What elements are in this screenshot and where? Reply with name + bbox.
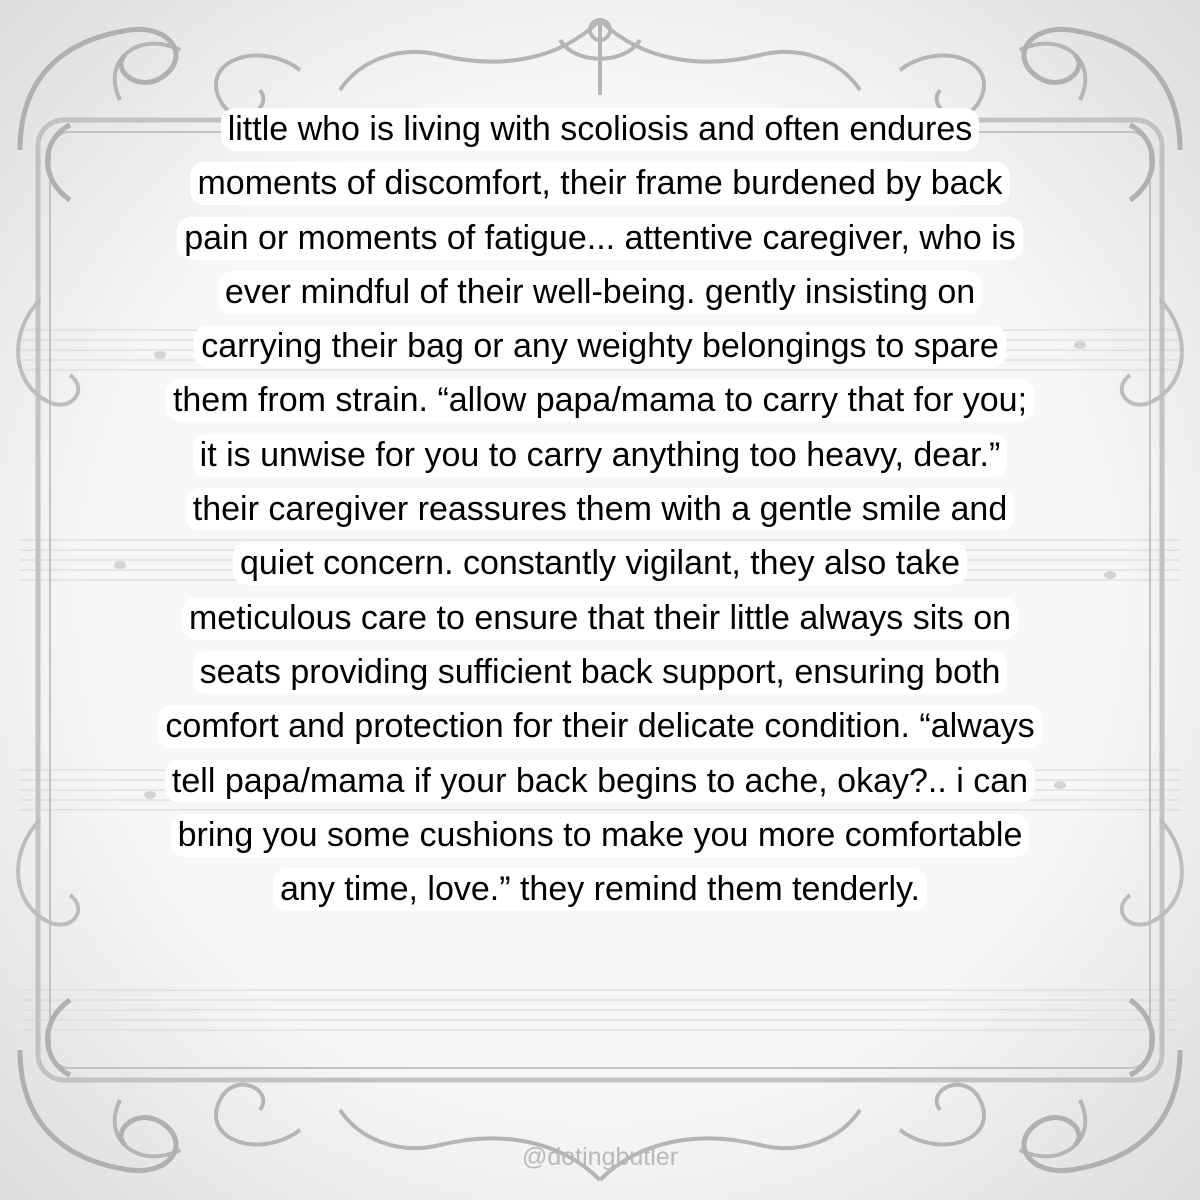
story-paragraph	[70, 102, 1130, 916]
text-line: comfort and protection for their delicate condition. “always	[158, 705, 1041, 748]
text-line: any time, love.” they remind them tenderly.	[273, 868, 927, 911]
text-line: ever mindful of their well-being. gently insisting on	[218, 271, 982, 314]
text-line: bring you some cushions to make you more comfortable	[171, 814, 1030, 857]
text-line: tell papa/mama if your back begins to ache, okay?.. i can	[165, 760, 1035, 803]
text-line: carrying their bag or any weighty belongings to spare	[194, 325, 1006, 368]
watermark-handle: @dotingbutler	[521, 1143, 679, 1171]
text-line: them from strain. “allow papa/mama to carry that for you;	[166, 379, 1034, 422]
text-line: little who is living with scoliosis and often endures	[221, 108, 980, 151]
text-line: quiet concern. constantly vigilant, they also take	[233, 542, 967, 585]
text-line: meticulous care to ensure that their little always sits on	[182, 597, 1018, 640]
text-line: it is unwise for you to carry anything too heavy, dear.”	[193, 434, 1008, 477]
text-line: pain or moments of fatigue... attentive caregiver, who is	[177, 217, 1023, 260]
text-line: seats providing sufficient back support, ensuring both	[193, 651, 1008, 694]
text-line: their caregiver reassures them with a gentle smile and	[186, 488, 1015, 531]
text-line: moments of discomfort, their frame burdened by back	[190, 162, 1009, 205]
